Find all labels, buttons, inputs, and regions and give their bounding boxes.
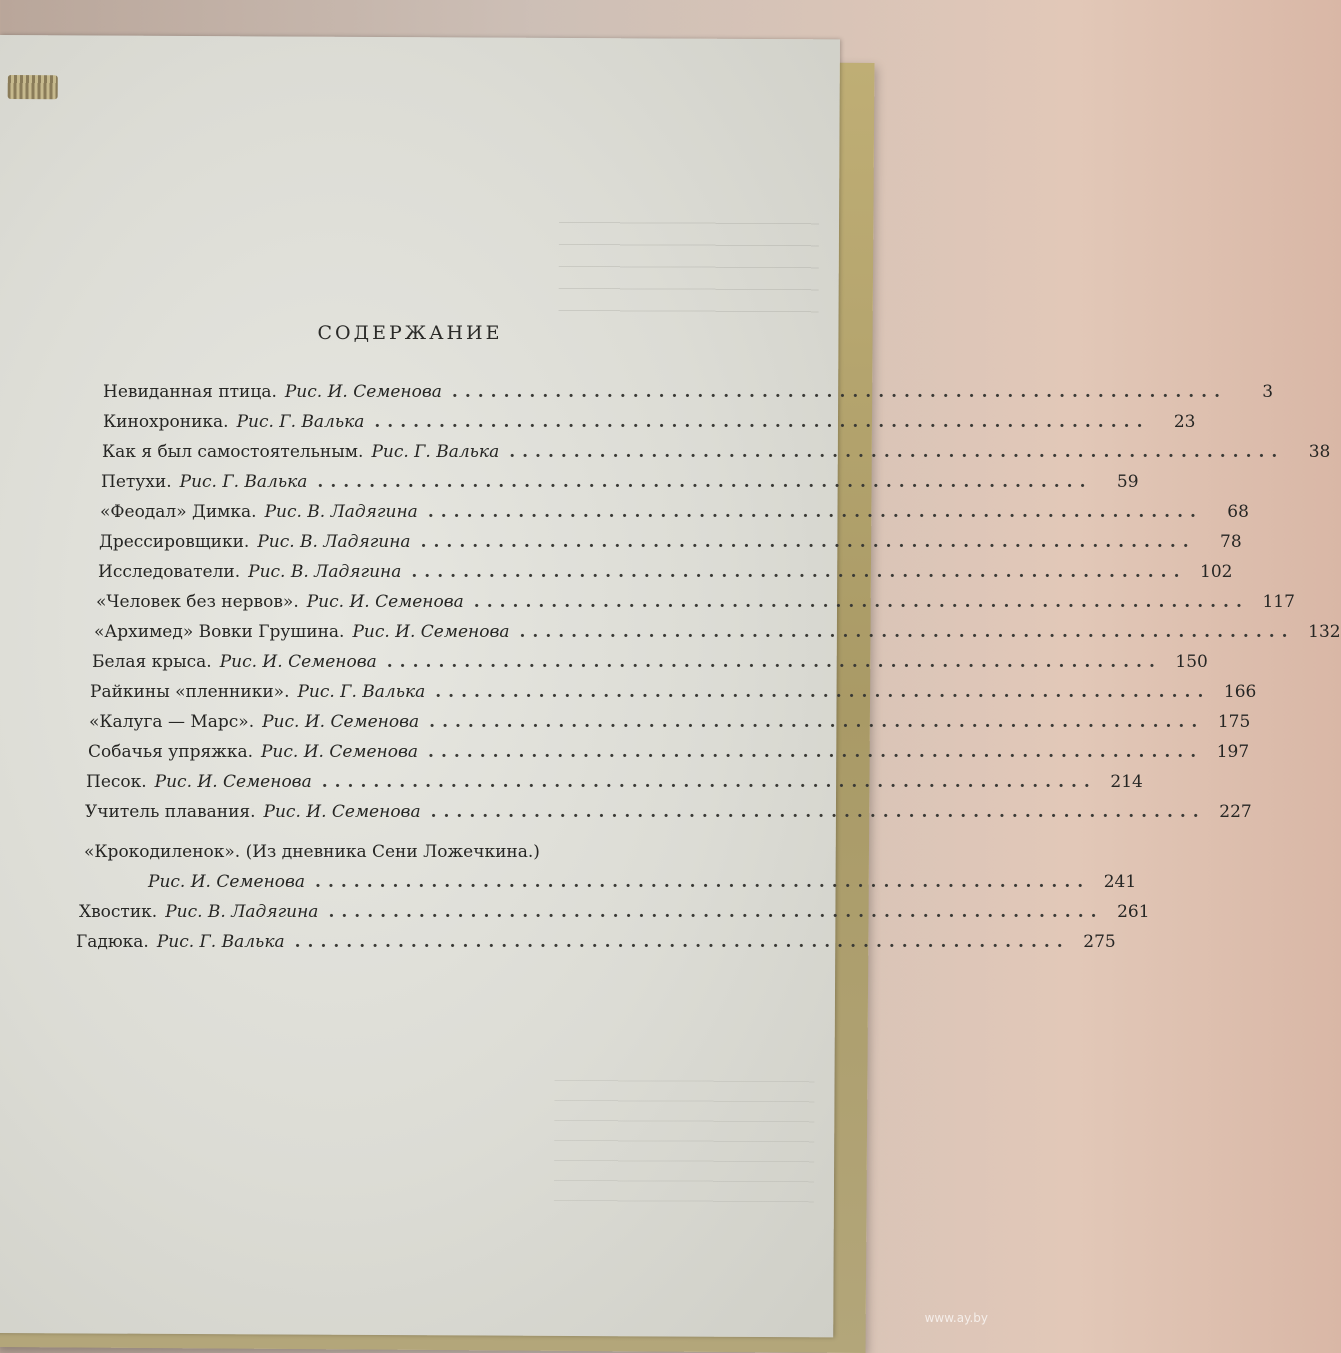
toc-entry: [103, 412, 1196, 432]
toc-leader-dots: ............................................................: [509, 442, 1285, 462]
page-title: СОДЕРЖАНИЕ: [317, 322, 503, 344]
toc-entry-illustrator: Рис. Г. Валька: [297, 682, 426, 702]
toc-entry: [102, 442, 1331, 462]
toc-entry-page-number: 150: [1175, 652, 1208, 672]
toc-leader-dots: ............................................................: [328, 902, 1104, 922]
toc-entry-illustrator: Рис. И. Семенова: [260, 742, 419, 762]
toc-entry-page-number: 227: [1219, 802, 1252, 822]
toc-entry-page-number: 23: [1173, 412, 1196, 432]
toc-entry-title: Исследователи.: [98, 562, 241, 582]
toc-entry-title: «Человек без нервов».: [96, 592, 299, 612]
toc-entry-title: Дрессировщики.: [99, 532, 250, 552]
toc-entry: [94, 622, 1341, 642]
toc-entry-title: Райкины «пленники».: [90, 682, 290, 702]
toc-entry-illustrator: Рис. В. Ладягина: [248, 562, 402, 582]
toc-entry-page-number: 166: [1223, 682, 1257, 702]
toc-leader-dots: ............................................................: [294, 932, 1070, 952]
toc-leader-dots: ............................................................: [427, 502, 1203, 522]
toc-entry-page-number: 68: [1227, 502, 1249, 522]
toc-entry-title: Собачья упряжка.: [88, 742, 253, 762]
toc-entry-illustrator: Рис. И. Семенова: [219, 652, 377, 672]
toc-entry-title: Невиданная птица.: [103, 382, 277, 402]
toc-entry: [98, 562, 1233, 582]
toc-entry: [86, 772, 1143, 792]
toc-entry-illustrator: Рис. И. Семенова: [284, 382, 442, 402]
toc-entry-page-number: 132: [1308, 622, 1341, 642]
toc-entry-page-number: 78: [1220, 532, 1242, 552]
toc-entry: [88, 742, 1250, 762]
toc-entry: [148, 872, 1137, 892]
toc-entry: [101, 472, 1139, 492]
toc-entry-page-number: 59: [1116, 472, 1139, 492]
toc-entry-title: Кинохроника.: [103, 412, 229, 432]
toc-leader-dots: ............................................................: [428, 742, 1204, 762]
toc-entry: [99, 532, 1242, 552]
toc-leader-dots: ............................................................: [435, 682, 1211, 702]
toc-entry-page-number: 175: [1217, 712, 1251, 732]
toc-entry-illustrator: Рис. Г. Валька: [371, 442, 500, 462]
toc-entry: [89, 712, 1251, 732]
toc-entry-title: «Калуга — Марс».: [89, 712, 255, 732]
toc-entry-illustrator: Рис. И. Семенова: [352, 622, 510, 642]
toc-entry-page-number: 241: [1103, 872, 1137, 892]
toc-entry-page-number: 38: [1308, 442, 1331, 462]
toc-entry-page-number: 102: [1200, 562, 1233, 582]
toc-entry-page-number: 197: [1216, 742, 1250, 762]
toc-entry-illustrator: Рис. Г. Валька: [156, 932, 285, 952]
toc-entry-title: Хвостик.: [79, 902, 158, 922]
toc-entry: [103, 382, 1274, 402]
toc-entry-illustrator: Рис. Г. Валька: [236, 412, 365, 432]
toc-entry-title: Учитель плавания.: [85, 802, 256, 822]
toc-entry-illustrator: Рис. И. Семенова: [148, 872, 306, 892]
toc-entry-page-number: 275: [1083, 932, 1116, 952]
toc-entry: [85, 802, 1252, 822]
toc-entry-title: «Крокодиленок». (Из дневника Сени Ложечкина.): [84, 842, 540, 862]
toc-entry: [84, 842, 706, 862]
toc-entry: [96, 592, 1295, 612]
watermark: www.ay.by: [924, 1311, 988, 1325]
toc-leader-dots: ............................................................: [321, 772, 1097, 792]
toc-leader-dots: ............................................................: [430, 802, 1206, 822]
toc-entry-page-number: 214: [1110, 772, 1143, 792]
toc-leader-dots: ............................................................: [411, 562, 1187, 582]
toc-leader-dots: ............................................................: [386, 652, 1162, 672]
toc-leader-dots: ............................................................: [315, 872, 1091, 892]
toc-leader-dots: ............................................................: [374, 412, 1150, 432]
toc-entry: [79, 902, 1150, 922]
toc-entry-page-number: 3: [1262, 382, 1274, 402]
toc-entry: [92, 652, 1208, 672]
toc-entry-illustrator: Рис. И. Семенова: [263, 802, 421, 822]
toc-entry-title: Белая крыса.: [92, 652, 212, 672]
toc-entry-title: Гадюка.: [76, 932, 149, 952]
toc-leader-dots: ............................................................: [420, 532, 1196, 552]
toc-leader-dots: ............................................................: [519, 622, 1295, 642]
toc-entry-illustrator: Рис. И. Семенова: [154, 772, 312, 792]
toc-leader-dots: ............................................................: [429, 712, 1205, 732]
toc-leader-dots: ............................................................: [473, 592, 1249, 612]
toc-entry-illustrator: Рис. И. Семенова: [262, 712, 420, 732]
toc-entry-title: Как я был самостоятельным.: [102, 442, 364, 462]
toc-entry-title: «Архимед» Вовки Грушина.: [94, 622, 345, 642]
toc-entry-illustrator: Рис. В. Ладягина: [165, 902, 319, 922]
toc-entry-illustrator: Рис. И. Семенова: [306, 592, 464, 612]
toc-leader-dots: ............................................................: [451, 382, 1228, 402]
toc-entry-title: «Феодал» Димка.: [100, 502, 257, 522]
toc-entry: [90, 682, 1257, 702]
toc-entry-page-number: 261: [1117, 902, 1150, 922]
toc-entry-illustrator: Рис. В. Ладягина: [257, 532, 411, 552]
toc-entry: [100, 502, 1249, 522]
toc-entry-illustrator: Рис. В. Ладягина: [264, 502, 418, 522]
toc-entry: [76, 932, 1116, 952]
toc-entry-title: Петухи.: [101, 472, 172, 492]
toc-entry-title: Песок.: [86, 772, 147, 792]
toc-entry-illustrator: Рис. Г. Валька: [179, 472, 308, 492]
toc-leader-dots: ............................................................: [317, 472, 1093, 492]
toc-entry-page-number: 117: [1262, 592, 1295, 612]
